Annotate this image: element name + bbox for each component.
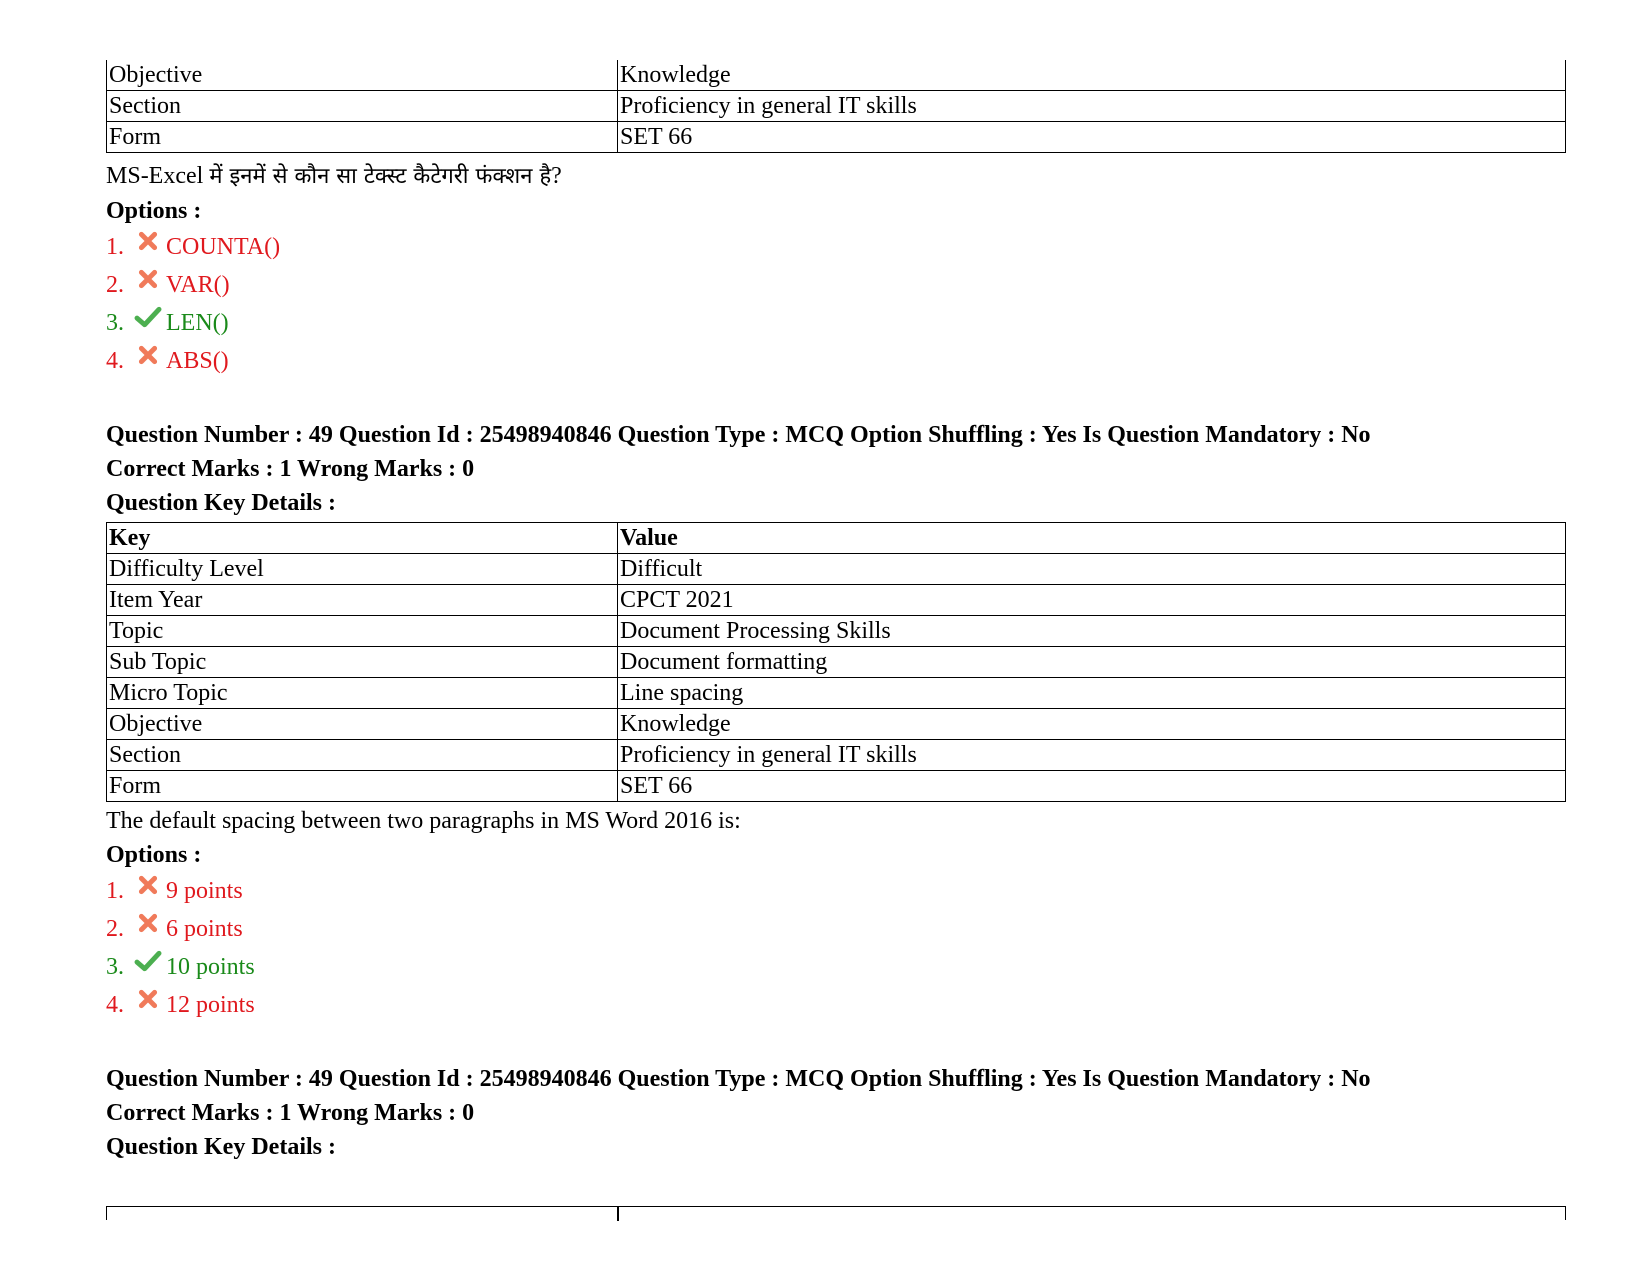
marks-line: Correct Marks : 1 Wrong Marks : 0 [106, 1100, 475, 1126]
cross-icon [134, 230, 162, 252]
key-cell: Section [107, 740, 618, 771]
option-text: 9 points [166, 878, 243, 904]
option-text: ABS() [166, 348, 229, 374]
option-number: 2. [106, 272, 124, 298]
question-text-suffix: ? [551, 163, 562, 189]
question-text-hindi: में इनमें से कौन सा टेक्स्ट कैटेगरी फंक्शन है [209, 164, 552, 189]
check-icon [134, 950, 162, 972]
value-cell: Proficiency in general IT skills [618, 91, 1566, 122]
question-text: The default spacing between two paragraphs in MS Word 2016 is: [106, 808, 741, 834]
option-number: 2. [106, 916, 124, 942]
options-list [106, 228, 1566, 380]
table-row [107, 616, 1566, 647]
option-text: 10 points [166, 954, 255, 980]
option-item [106, 986, 1566, 1024]
key-cell: Form [107, 122, 618, 153]
option-item [106, 910, 1566, 948]
key-cell: Sub Topic [107, 647, 618, 678]
next-table-fragment [106, 1206, 1566, 1220]
option-text: COUNTA() [166, 234, 281, 260]
column-header-value: Value [618, 523, 1566, 554]
key-cell: Topic [107, 616, 618, 647]
cross-icon [134, 268, 162, 290]
value-cell: Difficult [618, 554, 1566, 585]
key-details-table [106, 522, 1566, 802]
cross-icon [134, 912, 162, 934]
option-number: 1. [106, 234, 124, 260]
option-item [106, 266, 1566, 304]
option-item [106, 948, 1566, 986]
spacer [106, 380, 1566, 418]
document-page [106, 60, 1566, 1164]
table-row [107, 740, 1566, 771]
table-row [107, 60, 1566, 91]
key-cell: Section [107, 91, 618, 122]
cross-icon [134, 988, 162, 1010]
table-header-row [107, 523, 1566, 554]
option-item [106, 228, 1566, 266]
table-row [107, 91, 1566, 122]
option-number: 1. [106, 878, 124, 904]
table-row [107, 678, 1566, 709]
question-text-prefix: MS-Excel [106, 163, 210, 189]
option-text: 6 points [166, 916, 243, 942]
key-cell: Item Year [107, 585, 618, 616]
question-header: Question Number : 49 Question Id : 25498940846 Question Type : MCQ Option Shuffling : Yes Is Question Mandatory : No [106, 1066, 1371, 1092]
option-item [106, 872, 1566, 910]
table-row [107, 554, 1566, 585]
marks-line: Correct Marks : 1 Wrong Marks : 0 [106, 456, 475, 482]
option-item [106, 304, 1566, 342]
options-list [106, 872, 1566, 1024]
table-row [107, 771, 1566, 802]
value-cell: Knowledge [618, 709, 1566, 740]
key-cell: Micro Topic [107, 678, 618, 709]
option-number: 4. [106, 348, 124, 374]
key-cell: Difficulty Level [107, 554, 618, 585]
value-cell: Document Processing Skills [618, 616, 1566, 647]
table-row [107, 585, 1566, 616]
table-column-divider [617, 1207, 619, 1221]
value-cell: Document formatting [618, 647, 1566, 678]
key-cell: Form [107, 771, 618, 802]
question-header: Question Number : 49 Question Id : 25498940846 Question Type : MCQ Option Shuffling : Yes Is Question Mandatory : No [106, 422, 1371, 448]
cross-icon [134, 344, 162, 366]
option-number: 3. [106, 310, 124, 336]
cross-icon [134, 874, 162, 896]
value-cell: CPCT 2021 [618, 585, 1566, 616]
table-row [107, 122, 1566, 153]
option-number: 4. [106, 992, 124, 1018]
table-row [107, 647, 1566, 678]
key-cell: Objective [107, 709, 618, 740]
key-details-label: Question Key Details : [106, 490, 336, 516]
value-cell: SET 66 [618, 122, 1566, 153]
key-cell: Objective [107, 60, 618, 91]
value-cell: Proficiency in general IT skills [618, 740, 1566, 771]
top-key-details-table [106, 60, 1566, 153]
check-icon [134, 306, 162, 328]
options-label: Options : [106, 198, 202, 224]
option-item [106, 342, 1566, 380]
option-text: LEN() [166, 310, 229, 336]
column-header-key: Key [107, 523, 618, 554]
option-number: 3. [106, 954, 124, 980]
options-label: Options : [106, 842, 202, 868]
option-text: 12 points [166, 992, 255, 1018]
value-cell: Knowledge [618, 60, 1566, 91]
key-details-label: Question Key Details : [106, 1134, 336, 1160]
table-row [107, 709, 1566, 740]
value-cell: SET 66 [618, 771, 1566, 802]
option-text: VAR() [166, 272, 230, 298]
spacer [106, 1024, 1566, 1062]
value-cell: Line spacing [618, 678, 1566, 709]
question-text [106, 159, 1566, 194]
